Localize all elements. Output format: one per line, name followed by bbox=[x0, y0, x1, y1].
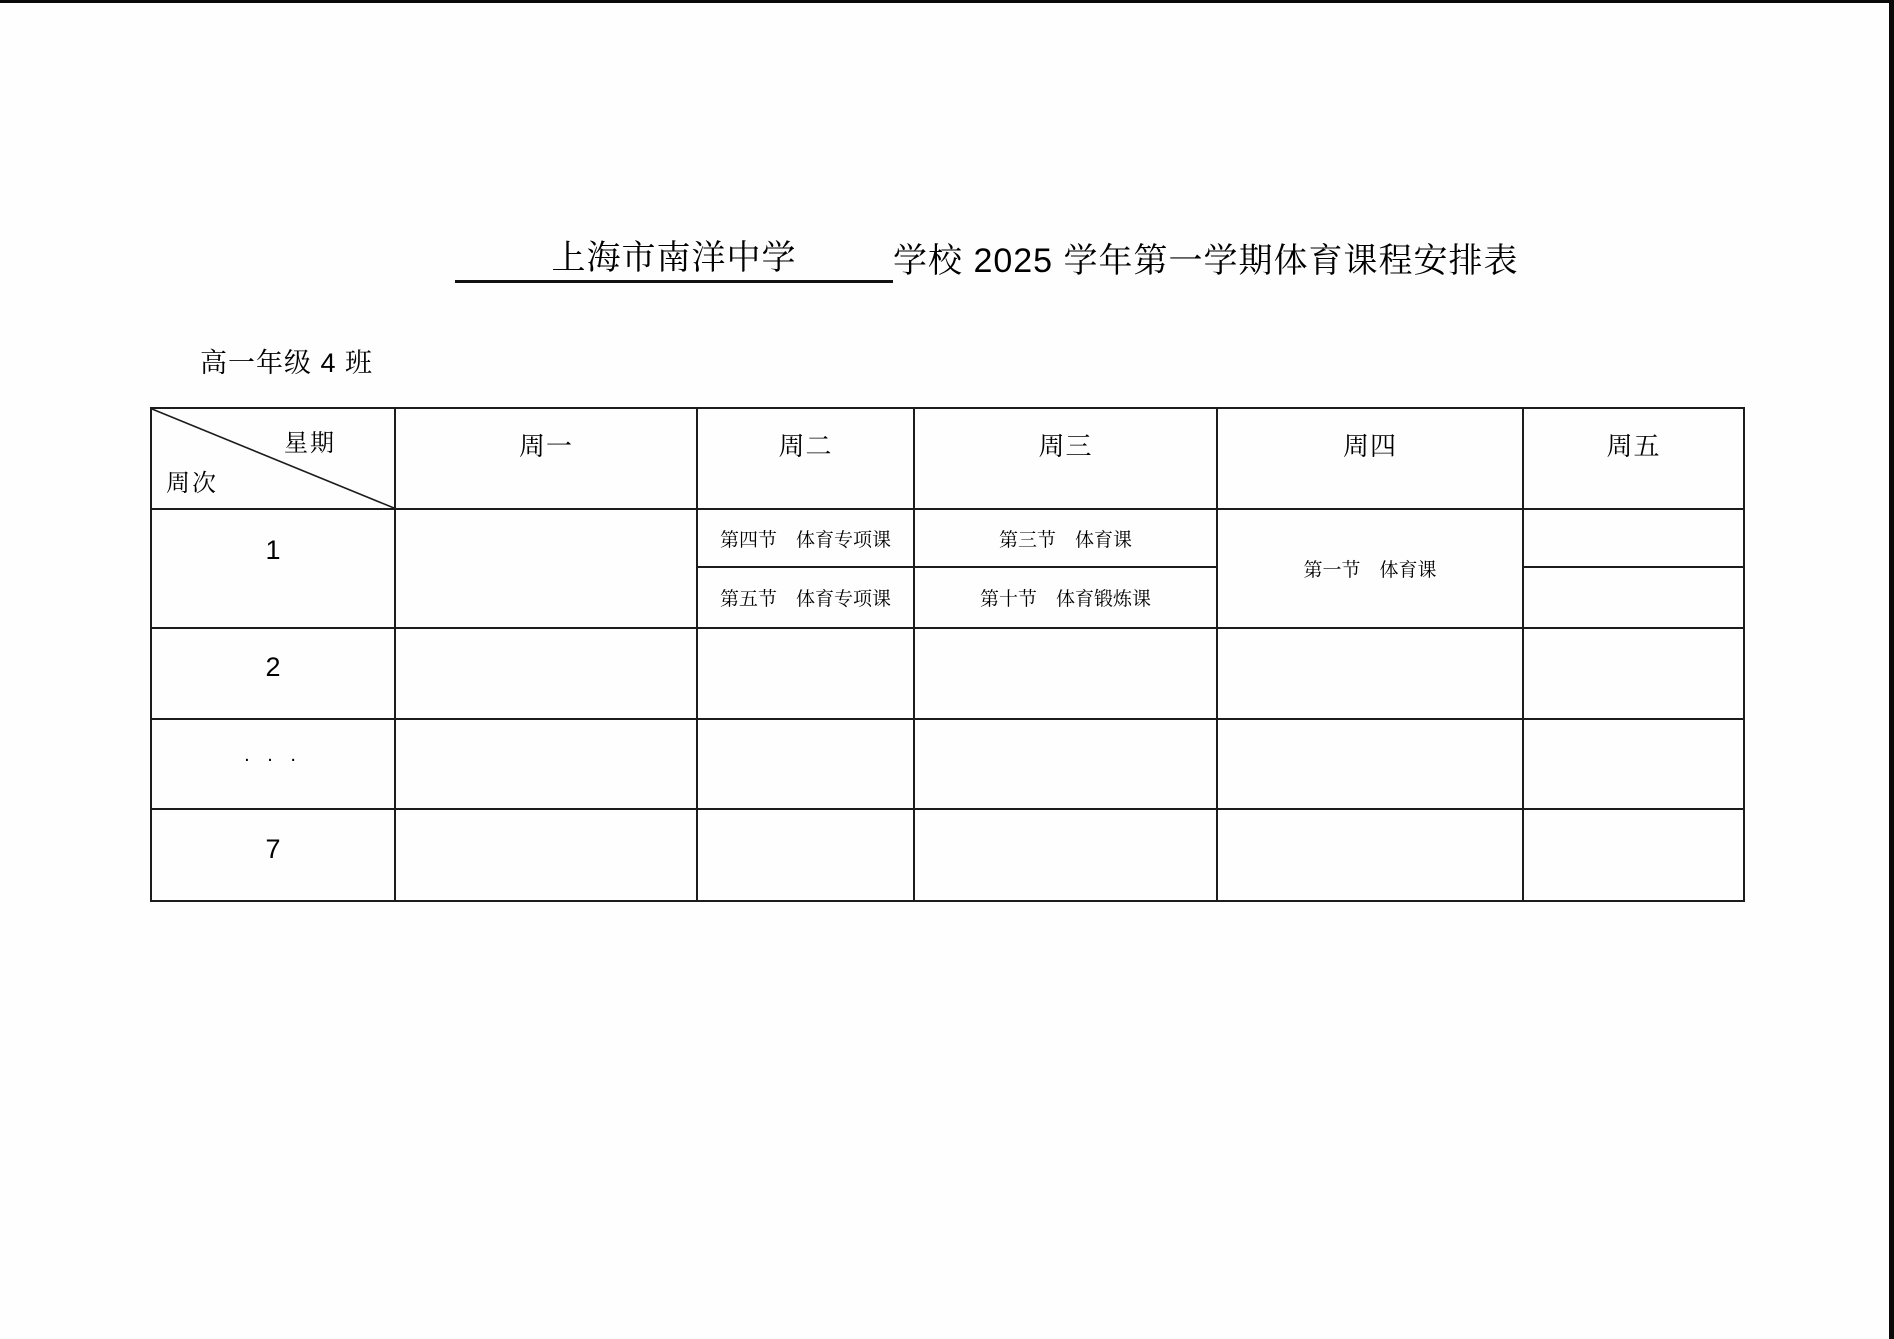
schedule-table bbox=[150, 407, 1745, 902]
lesson-slot-upper bbox=[698, 510, 913, 568]
cell-week7-tuesday bbox=[698, 810, 915, 900]
table-header-row bbox=[152, 409, 1743, 510]
week-number-cell: 2 bbox=[152, 629, 396, 718]
table-row-week-7 bbox=[152, 810, 1743, 900]
header-wednesday: 周三 bbox=[915, 409, 1218, 508]
lesson-slot-lower bbox=[698, 568, 913, 627]
cell-week7-thursday bbox=[1218, 810, 1524, 900]
cell-ellipsis-friday bbox=[1524, 720, 1743, 808]
lesson-text: 第三节 体育课 bbox=[998, 529, 1132, 551]
cell-week1-friday bbox=[1524, 510, 1743, 627]
header-thursday: 周四 bbox=[1218, 409, 1524, 508]
cell-week2-friday bbox=[1524, 629, 1743, 718]
cell-week2-tuesday bbox=[698, 629, 915, 718]
page-title bbox=[455, 238, 1519, 283]
title-suffix: 学校 2025 学年第一学期体育课程安排表 bbox=[893, 242, 1519, 280]
cell-week2-thursday bbox=[1218, 629, 1524, 718]
cell-week7-monday bbox=[396, 810, 698, 900]
header-monday: 周一 bbox=[396, 409, 698, 508]
table-row-week-2 bbox=[152, 629, 1743, 720]
lesson-text: 第五节 体育专项课 bbox=[719, 589, 891, 610]
lesson-text: 第一节 体育课 bbox=[1303, 560, 1437, 581]
week-number-cell: . . . bbox=[152, 720, 396, 808]
corner-label-weekday: 星期 bbox=[284, 430, 336, 457]
table-row-week-ellipsis bbox=[152, 720, 1743, 810]
cell-week1-tuesday bbox=[698, 510, 915, 627]
week-number-cell: 1 bbox=[152, 510, 396, 627]
class-label: 高一年级 4 班 bbox=[200, 348, 374, 378]
lesson-text: 第四节 体育专项课 bbox=[719, 529, 891, 551]
lesson-text: 第十节 体育锻炼课 bbox=[979, 589, 1151, 610]
cell-week1-thursday bbox=[1218, 510, 1524, 627]
cell-week1-monday bbox=[396, 510, 698, 627]
lesson-slot-lower bbox=[915, 568, 1216, 627]
scan-edge-right bbox=[1889, 0, 1894, 1339]
school-name-underlined: 上海市南洋中学 bbox=[455, 238, 893, 283]
cell-ellipsis-tuesday bbox=[698, 720, 915, 808]
header-friday: 周五 bbox=[1606, 431, 1661, 461]
scan-edge-top bbox=[0, 0, 1894, 3]
cell-ellipsis-monday bbox=[396, 720, 698, 808]
table-row-week-1 bbox=[152, 510, 1743, 629]
lesson-slot-upper bbox=[915, 510, 1216, 568]
lesson-slot-lower bbox=[1524, 568, 1743, 627]
header-tuesday: 周二 bbox=[698, 409, 915, 508]
cell-week2-wednesday bbox=[915, 629, 1218, 718]
lesson-slot-upper bbox=[1524, 510, 1743, 568]
cell-ellipsis-thursday bbox=[1218, 720, 1524, 808]
cell-week1-wednesday bbox=[915, 510, 1218, 627]
week-number-cell: 7 bbox=[152, 810, 396, 900]
cell-week2-monday bbox=[396, 629, 698, 718]
corner-cell bbox=[152, 409, 396, 508]
cell-week7-wednesday bbox=[915, 810, 1218, 900]
cell-week7-friday bbox=[1524, 810, 1743, 900]
corner-label-week: 周次 bbox=[166, 470, 218, 497]
cell-ellipsis-wednesday bbox=[915, 720, 1218, 808]
